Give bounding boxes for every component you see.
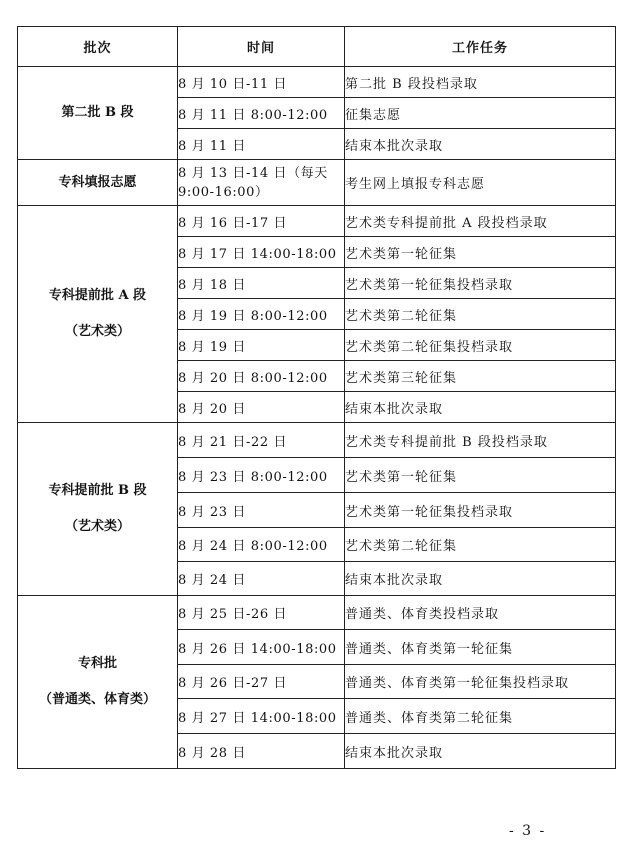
task-cell: 艺术类第二轮征集投档录取 (345, 330, 616, 361)
time-cell: 8 月 18 日 (178, 268, 345, 299)
task-cell: 结束本批次录取 (345, 562, 616, 596)
batch-label: （艺术类） (64, 324, 130, 339)
header-row (18, 27, 616, 67)
task-cell: 结束本批次录取 (345, 734, 616, 769)
task-cell: 艺术类第三轮征集 (345, 361, 616, 392)
batch-cell (18, 206, 178, 423)
page-number: - 3 - (509, 823, 547, 839)
task-cell: 艺术类第一轮征集投档录取 (345, 268, 616, 299)
time-cell: 8 月 24 日 8:00-12:00 (178, 528, 345, 562)
table-row (18, 596, 616, 630)
time-cell: 8 月 19 日 8:00-12:00 (178, 299, 345, 330)
time-cell: 8 月 19 日 (178, 330, 345, 361)
table-header (18, 27, 616, 67)
task-cell: 普通类、体育类第二轮征集 (345, 699, 616, 734)
time-cell: 8 月 24 日 (178, 562, 345, 596)
task-cell: 征集志愿 (345, 98, 616, 129)
time-cell: 8 月 26 日-27 日 (178, 665, 345, 699)
task-cell: 艺术类专科提前批 B 段投档录取 (345, 423, 616, 458)
table-row (18, 206, 616, 237)
header-time: 时间 (178, 27, 345, 67)
task-cell: 结束本批次录取 (345, 129, 616, 160)
table-row (18, 160, 616, 206)
task-cell: 第二批 B 段投档录取 (345, 67, 616, 98)
batch-cell (18, 596, 178, 769)
batch-label: （普通类、体育类） (38, 692, 156, 707)
task-cell: 艺术类第二轮征集 (345, 299, 616, 330)
table-row (18, 67, 616, 98)
time-cell: 8 月 10 日-11 日 (178, 67, 345, 98)
batch-label: 专科批 (77, 656, 117, 671)
time-cell: 8 月 23 日 8:00-12:00 (178, 458, 345, 493)
task-cell: 考生网上填报专科志愿 (345, 160, 616, 206)
task-cell: 艺术类专科提前批 A 段投档录取 (345, 206, 616, 237)
task-cell: 艺术类第二轮征集 (345, 528, 616, 562)
time-cell: 8 月 27 日 14:00-18:00 (178, 699, 345, 734)
batch-cell (18, 160, 178, 206)
task-cell: 艺术类第一轮征集 (345, 458, 616, 493)
table-row (18, 423, 616, 458)
time-cell: 8 月 26 日 14:00-18:00 (178, 630, 345, 665)
time-cell: 8 月 13 日-14 日（每天 9:00-16:00） (178, 160, 345, 206)
batch-label: （艺术类） (64, 519, 130, 534)
task-cell: 普通类、体育类第一轮征集投档录取 (345, 665, 616, 699)
time-cell: 8 月 23 日 (178, 493, 345, 528)
batch-label: 专科填报志愿 (58, 174, 137, 190)
time-cell: 8 月 11 日 8:00-12:00 (178, 98, 345, 129)
time-cell: 8 月 20 日 8:00-12:00 (178, 361, 345, 392)
time-cell: 8 月 20 日 (178, 392, 345, 423)
time-cell: 8 月 16 日-17 日 (178, 206, 345, 237)
batch-cell (18, 67, 178, 160)
task-cell: 普通类、体育类第一轮征集 (345, 630, 616, 665)
time-cell: 8 月 17 日 14:00-18:00 (178, 237, 345, 268)
header-task: 工作任务 (345, 27, 616, 67)
batch-cell (18, 423, 178, 596)
task-cell: 艺术类第一轮征集 (345, 237, 616, 268)
table-body (18, 67, 616, 769)
schedule-table (17, 26, 616, 769)
task-cell: 结束本批次录取 (345, 392, 616, 423)
task-cell: 普通类、体育类投档录取 (345, 596, 616, 630)
time-cell: 8 月 25 日-26 日 (178, 596, 345, 630)
time-cell: 8 月 11 日 (178, 129, 345, 160)
time-cell: 8 月 28 日 (178, 734, 345, 769)
header-batch: 批次 (18, 27, 178, 67)
batch-label: 第二批 B 段 (61, 105, 134, 120)
batch-label: 专科提前批 A 段 (48, 288, 147, 303)
task-cell: 艺术类第一轮征集投档录取 (345, 493, 616, 528)
batch-label: 专科提前批 B 段 (48, 483, 147, 498)
time-cell: 8 月 21 日-22 日 (178, 423, 345, 458)
